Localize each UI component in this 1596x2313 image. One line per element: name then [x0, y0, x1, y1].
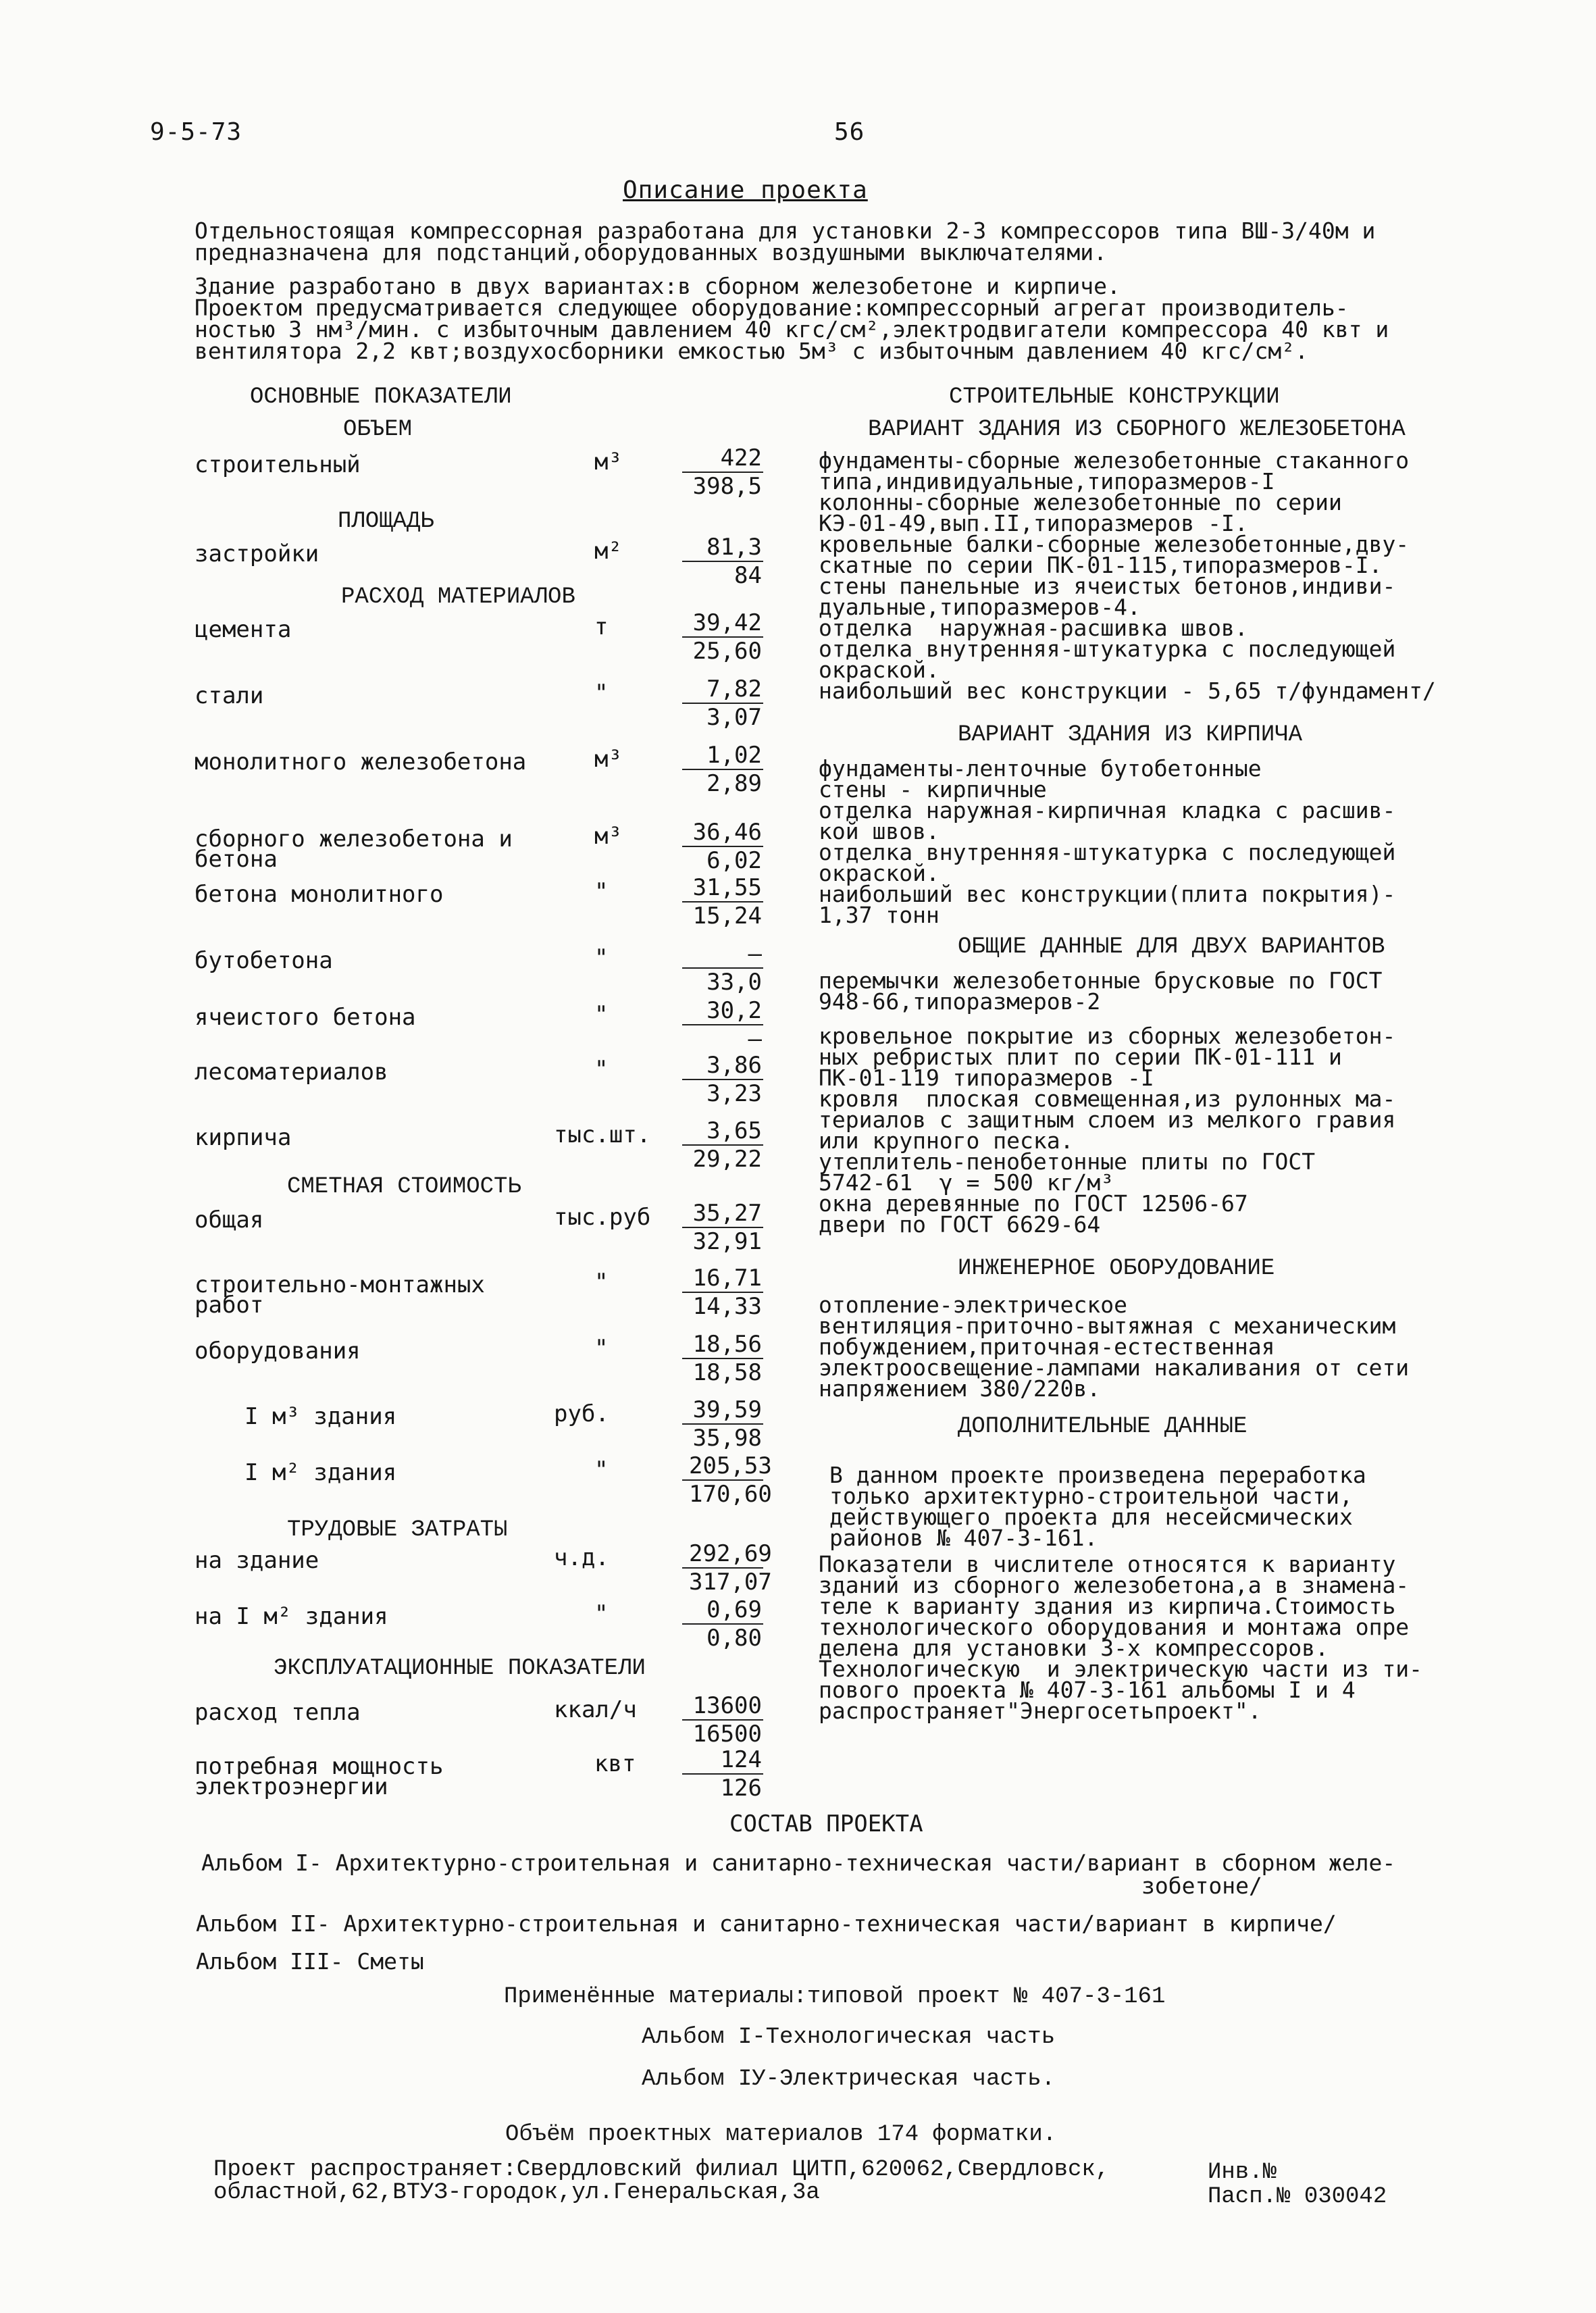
indicator-value-fraction [682, 998, 763, 1051]
value-denominator: 25,60 [692, 638, 762, 665]
distributor-line-1: Проект распространяет:Свердловский филиал ЦИТП,620062,Свердловск, [213, 2157, 1110, 2183]
value-numerator: 124 [682, 1748, 763, 1775]
indicator-label: на I м² здания [195, 1603, 388, 1630]
indicator-unit: " [594, 1056, 609, 1083]
indicator-label: сборного железобетона и [195, 825, 513, 853]
value-denominator: 0,80 [706, 1625, 762, 1652]
value-numerator: 16,71 [682, 1266, 763, 1293]
materials-subheading: РАСХОД МАТЕРИАЛОВ [341, 584, 575, 610]
indicator-unit: ч.д. [554, 1544, 609, 1571]
indicator-value-fraction [682, 1694, 763, 1746]
value-denominator: – [748, 1025, 762, 1052]
indicator-label: монолитного железобетона [195, 748, 527, 776]
value-numerator: 205,53 [682, 1454, 763, 1481]
indicator-value-fraction [682, 1398, 763, 1450]
value-numerator: 7,82 [682, 677, 763, 704]
value-denominator: 317,07 [689, 1569, 772, 1596]
indicator-value-fraction [682, 1266, 763, 1319]
indicator-value-fraction [682, 1452, 772, 1508]
additional-data-heading: ДОПОЛНИТЕЛЬНЫЕ ДАННЫЕ [958, 1414, 1247, 1440]
value-numerator: 422 [682, 446, 763, 473]
indicator-unit: квт [594, 1750, 636, 1777]
indicator-unit: " [594, 1001, 609, 1028]
value-denominator: 398,5 [692, 473, 762, 500]
structures-heading: СТРОИТЕЛЬНЫЕ КОНСТРУКЦИИ [949, 384, 1280, 410]
album-2: Альбом II- Архитектурно-строительная и санитарно-техническая части/вариант в кирпиче/ [196, 1910, 1337, 1937]
value-numerator: 39,59 [682, 1398, 763, 1425]
indicator-label: цемента [195, 616, 292, 643]
common-data-text-2: кровельное покрытие из сборных железобетон- ных ребристых плит по серии ПК-01-111 и ПК-01-119 типоразмеров -I кровля плоская совмещенная,из рулонных ма- териалов с защитным слоем из мелкого гравия или крупного песка. утеплитель-пенобетонные плиты по ГОСТ 5742-61 γ = 500 кг/м³ окна деревянные по ГОСТ 12506-67 двери по ГОСТ 6629-64 [819, 1023, 1396, 1238]
value-numerator: 3,86 [682, 1053, 763, 1080]
page-title: Описание проекта [623, 176, 868, 204]
indicator-unit: м³ [594, 746, 622, 773]
passport-number: Пасп.№ 030042 [1208, 2184, 1387, 2210]
value-denominator: 14,33 [692, 1293, 762, 1320]
indicator-label: потребная мощность [195, 1753, 444, 1780]
page-number: 56 [834, 118, 865, 146]
value-denominator: 15,24 [692, 903, 762, 930]
value-numerator: 35,27 [682, 1201, 763, 1228]
additional-data-text-1: В данном проекте произведена переработка только архитектурно-строительной части, действующего проекта для несейсмических районов № 407-3-161. [829, 1462, 1366, 1551]
indicator-unit: м³ [594, 823, 622, 850]
value-denominator: 32,91 [692, 1228, 762, 1255]
indicator-label: лесоматериалов [195, 1059, 388, 1086]
indicator-unit: тыс.шт. [554, 1121, 651, 1148]
value-numerator: 39,42 [682, 611, 763, 638]
applied-album-1: Альбом I-Технологическая часть [642, 2025, 1056, 2050]
indicator-label: ячеистого бетона [195, 1004, 416, 1031]
value-numerator: 30,2 [682, 998, 763, 1025]
indicator-label: общая [195, 1206, 264, 1234]
indicator-unit: " [594, 1456, 609, 1483]
indicator-unit: м³ [594, 449, 622, 476]
indicator-label: I м² здания [244, 1459, 397, 1486]
indicator-unit: " [594, 680, 609, 707]
indicator-value-fraction [682, 1540, 772, 1596]
volume-subheading: ОБЪЕМ [343, 417, 413, 442]
variant2-text: фундаменты-ленточные бутобетонные стены - кирпичные отделка наружная-кирпичная кладка с расшив- кой швов. отделка внутренняя-штукатурка с последующей окраской. наибольший вес конструкции(плита покрытия)- 1,37 тонн [819, 755, 1396, 928]
value-denominator: 2,89 [706, 770, 762, 797]
indicator-unit: м² [594, 538, 622, 565]
indicator-label: застройки [195, 540, 319, 567]
distributor-line-2: областной,62,ВТУЗ-городок,ул.Генеральская,3а [213, 2180, 820, 2206]
indicator-label: бетона монолитного [195, 881, 444, 908]
intro-line-6: вентилятора 2,2 квт;воздухосборники емкостью 5м³ с избыточным давлением 40 кгс/см². [195, 338, 1309, 364]
indicator-unit: ккал/ч [554, 1696, 637, 1723]
value-denominator: 35,98 [692, 1425, 762, 1452]
value-denominator: 29,22 [692, 1146, 762, 1173]
value-denominator: 6,02 [706, 847, 762, 874]
indicator-value-fraction [682, 743, 763, 796]
indicator-value-fraction [682, 535, 763, 588]
volume-note: Объём проектных материалов 174 форматки. [505, 2122, 1057, 2147]
indicator-label: на здание [195, 1547, 319, 1574]
indicator-value-fraction [682, 611, 763, 663]
engineering-text: отопление-электрическое вентиляция-приточно-вытяжная с механическим побуждением,приточная-естественная электроосвещение-лампами накаливания от сети напряжением 380/220в. [819, 1292, 1410, 1402]
indicator-unit: " [594, 1269, 609, 1296]
additional-data-text-2: Показатели в числителе относятся к варианту зданий из сборного железобетона,а в знамена- теле к варианту здания из кирпича.Стоимость технологического оборудования и монтажа опре делена для установки 3-х компрессоров. Технологическую и электрическую части из ти- пового проекта № 407-3-161 альбомы I и 4 распространяет"Энергосетьпроект". [819, 1551, 1423, 1724]
applied-album-4: Альбом IУ-Электрическая часть. [642, 2066, 1056, 2092]
exploit-subheading: ЭКСПЛУАТАЦИОННЫЕ ПОКАЗАТЕЛИ [274, 1656, 646, 1681]
indicator-label-cont: бетона [195, 846, 278, 873]
value-numerator: 81,3 [682, 535, 763, 562]
intro-line-5: ностью 3 нм³/мин. с избыточным давлением 40 кгс/см²,электродвигатели компрессора 40 квт и [195, 316, 1389, 342]
composition-heading: СОСТАВ ПРОЕКТА [729, 1810, 923, 1837]
indicator-value-fraction [682, 1119, 763, 1171]
indicator-label: строительно-монтажных [195, 1271, 485, 1298]
album-3: Альбом III- Сметы [196, 1948, 424, 1975]
indicator-value-fraction [682, 1748, 763, 1800]
indicator-unit: " [594, 944, 609, 971]
indicator-value-fraction [682, 1201, 763, 1254]
variant2-heading: ВАРИАНТ ЗДАНИЯ ИЗ КИРПИЧА [958, 722, 1303, 748]
indicator-value-fraction [682, 1332, 763, 1385]
indicator-value-fraction [682, 446, 763, 499]
indicator-label: стали [195, 682, 264, 709]
album-1-line-2: зобетоне/ [1141, 1873, 1262, 1899]
labor-subheading: ТРУДОВЫЕ ЗАТРАТЫ [287, 1517, 508, 1543]
variant1-text: фундаменты-сборные железобетонные стаканного типа,индивидуальные,типоразмеров-I колонны-сборные железобетонные по серии КЭ-01-49,вып.II,типоразмеров -I. кровельные балки-сборные железобетонные,дву- скатные по серии ПК-01-115,типоразмеров-I. стены панельные из ячеистых бетонов,индиви- дуальные,типоразмеров-4. отделка наружная-расшивка швов. отделка внутренняя-штукатурка с последующей окраской. наибольший вес конструкции - 5,65 т/фундамент/ [819, 447, 1436, 704]
indicator-label: оборудования [195, 1338, 361, 1365]
engineering-heading: ИНЖЕНЕРНОЕ ОБОРУДОВАНИЕ [958, 1256, 1275, 1281]
indicator-label: I м³ здания [244, 1403, 397, 1430]
value-numerator: 3,65 [682, 1119, 763, 1146]
cost-subheading: СМЕТНАЯ СТОИМОСТЬ [287, 1174, 521, 1200]
intro-line-3: Здание разработано в двух вариантах:в сборном железобетоне и кирпиче. [195, 273, 1121, 299]
variant1-heading: ВАРИАНТ ЗДАНИЯ ИЗ СБОРНОГО ЖЕЛЕЗОБЕТОНА [868, 417, 1406, 442]
area-subheading: ПЛОЩАДЬ [338, 509, 434, 534]
intro-line-2: предназначена для подстанций,оборудованных воздушными выключателями. [195, 239, 1108, 265]
intro-line-1: Отдельностоящая компрессорная разработана для установки 2-3 компрессоров типа ВШ-3/40м и [195, 218, 1376, 244]
indicator-unit: руб. [554, 1400, 609, 1427]
applied-materials: Применённые материалы:типовой проект № 407-3-161 [504, 1984, 1166, 2010]
indicator-value-fraction [682, 875, 763, 928]
value-denominator: 3,23 [706, 1080, 762, 1107]
indicator-value-fraction [682, 677, 763, 730]
intro-line-4: Проектом предусматривается следующее оборудование:компрессорный агрегат производитель- [195, 295, 1349, 321]
album-1-line-1: Альбом I- Архитектурно-строительная и санитарно-техническая части/вариант в сборном желе- [201, 1850, 1396, 1876]
value-denominator: 18,58 [692, 1359, 762, 1386]
indicator-label: бутобетона [195, 947, 333, 974]
indicator-value-fraction [682, 820, 763, 873]
value-denominator: 16500 [692, 1721, 762, 1748]
indicator-unit: т [594, 613, 609, 640]
value-denominator: 84 [734, 562, 762, 589]
indicator-label-cont: работ [195, 1292, 264, 1319]
value-numerator: 292,69 [682, 1542, 763, 1569]
document-code: 9-5-73 [150, 118, 242, 146]
inventory-number: Инв.№ [1208, 2160, 1277, 2185]
indicator-label: расход тепла [195, 1699, 361, 1726]
value-denominator: 126 [720, 1775, 762, 1802]
value-numerator: 36,46 [682, 820, 763, 847]
indicator-unit: тыс.руб [554, 1204, 651, 1231]
main-indicators-heading: ОСНОВНЫЕ ПОКАЗАТЕЛИ [250, 384, 512, 410]
indicator-unit: " [594, 878, 609, 905]
indicator-value-fraction [682, 942, 763, 994]
indicator-value-fraction [682, 1053, 763, 1106]
common-data-text-1: перемычки железобетонные брусковые по ГОСТ 948-66,типоразмеров-2 [819, 967, 1383, 1015]
value-numerator: 13600 [682, 1694, 763, 1721]
value-denominator: 170,60 [689, 1481, 772, 1508]
indicator-label: строительный [195, 451, 361, 478]
value-numerator: 1,02 [682, 743, 763, 770]
value-numerator: 18,56 [682, 1332, 763, 1359]
value-numerator: 0,69 [682, 1598, 763, 1625]
indicator-unit: " [594, 1600, 609, 1627]
value-numerator: – [682, 942, 763, 969]
value-denominator: 33,0 [706, 969, 762, 996]
value-denominator: 3,07 [706, 704, 762, 731]
indicator-label: кирпича [195, 1124, 292, 1151]
indicator-unit: " [594, 1335, 609, 1362]
value-numerator: 31,55 [682, 875, 763, 903]
indicator-label-cont: электроэнергии [195, 1773, 388, 1800]
indicator-value-fraction [682, 1598, 763, 1650]
common-data-heading: ОБЩИЕ ДАННЫЕ ДЛЯ ДВУХ ВАРИАНТОВ [958, 934, 1385, 960]
